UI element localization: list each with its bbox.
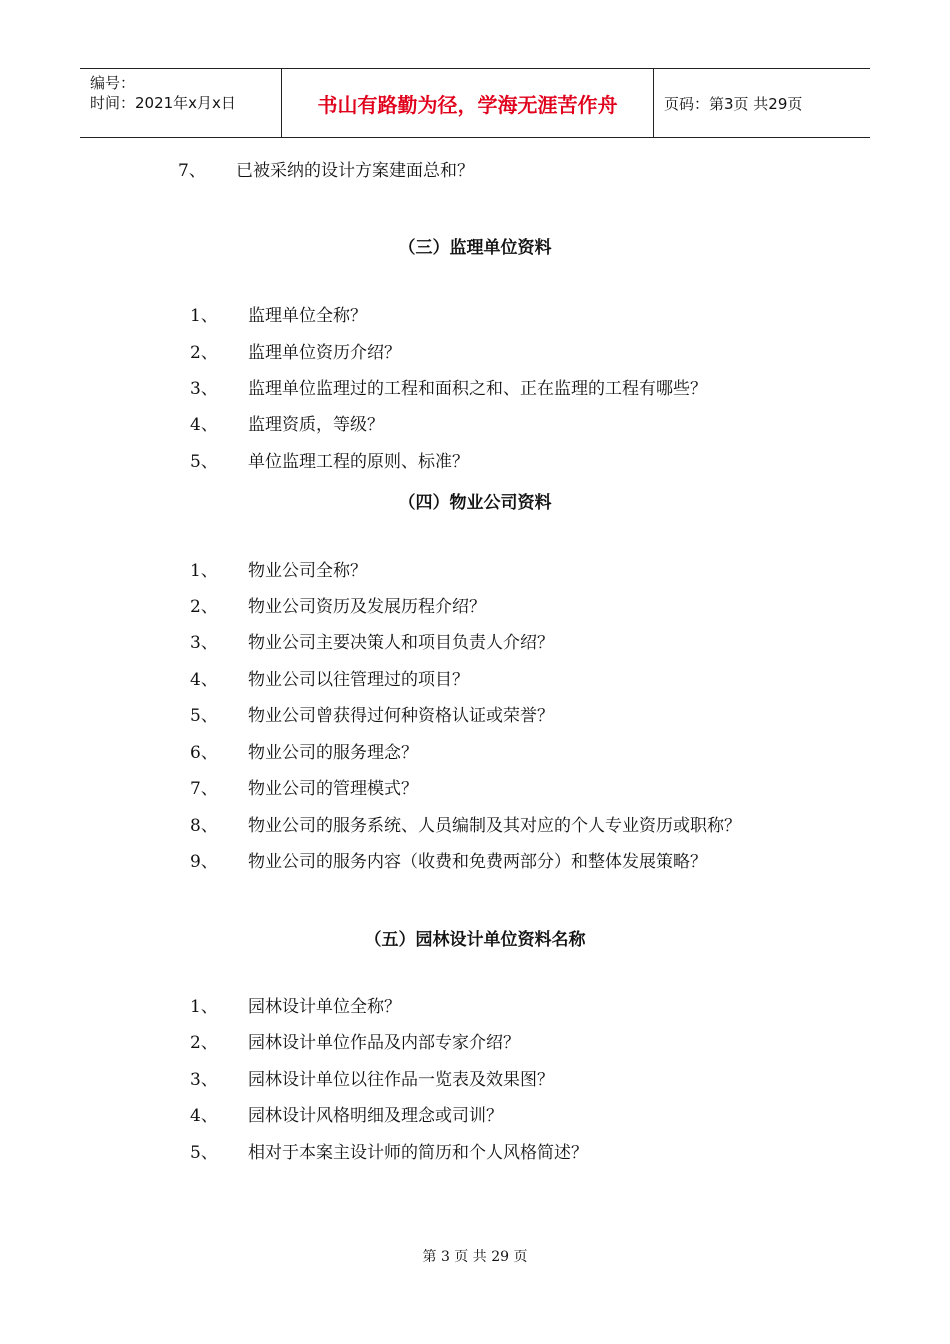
item-number: 9、 bbox=[190, 852, 218, 872]
item-text: 物业公司以往管理过的项目？ bbox=[248, 670, 469, 690]
date-label: 时间：2021年x月x日 bbox=[90, 94, 236, 112]
item-text: 监理单位资历介绍？ bbox=[248, 343, 401, 363]
header-meta bbox=[80, 69, 282, 137]
item-number: 3、 bbox=[190, 633, 218, 653]
item-text: 园林设计单位以往作品一览表及效果图？ bbox=[248, 1070, 554, 1090]
item-number: 5、 bbox=[190, 452, 218, 472]
item-number: 7、 bbox=[190, 779, 218, 799]
item-number: 4、 bbox=[190, 670, 218, 690]
item-text: 园林设计单位作品及内部专家介绍？ bbox=[248, 1033, 520, 1053]
item-number: 8、 bbox=[190, 816, 218, 836]
item-text: 物业公司全称？ bbox=[248, 561, 367, 581]
item-text: 物业公司资历及发展历程介绍？ bbox=[248, 597, 486, 617]
item-number: 3、 bbox=[190, 1070, 218, 1090]
item-text: 园林设计单位全称？ bbox=[248, 997, 401, 1017]
item-text: 物业公司的服务系统、人员编制及其对应的个人专业资历或职称？ bbox=[248, 816, 741, 836]
item-text: 园林设计风格明细及理念或司训？ bbox=[248, 1106, 503, 1126]
item-number: 4、 bbox=[190, 1106, 218, 1126]
item-number: 1、 bbox=[190, 561, 218, 581]
item-text: 单位监理工程的原则、标准？ bbox=[248, 452, 469, 472]
header-page-info: 页码：第3页 共29页 bbox=[664, 94, 803, 113]
item-number: 7、 bbox=[178, 161, 206, 181]
item-text: 监理单位全称？ bbox=[248, 306, 367, 326]
code-label: 编号： bbox=[90, 74, 136, 92]
item-text: 物业公司主要决策人和项目负责人介绍？ bbox=[248, 633, 554, 653]
item-text: 已被采纳的设计方案建面总和？ bbox=[236, 161, 474, 181]
item-text: 物业公司的服务理念？ bbox=[248, 743, 418, 763]
page-footer: 第 3 页 共 29 页 bbox=[422, 1249, 528, 1265]
item-number: 3、 bbox=[190, 379, 218, 399]
item-text: 物业公司的管理模式？ bbox=[248, 779, 418, 799]
section-title: （四）物业公司资料 bbox=[398, 493, 552, 513]
item-number: 5、 bbox=[190, 706, 218, 726]
section-title: （五）园林设计单位资料名称 bbox=[364, 930, 586, 950]
item-number: 1、 bbox=[190, 306, 218, 326]
section-title: （三）监理单位资料 bbox=[398, 238, 552, 258]
item-number: 1、 bbox=[190, 997, 218, 1017]
page-header bbox=[80, 68, 870, 138]
item-number: 2、 bbox=[190, 1033, 218, 1053]
item-number: 2、 bbox=[190, 343, 218, 363]
item-number: 5、 bbox=[190, 1143, 218, 1163]
item-text: 监理单位监理过的工程和面积之和、正在监理的工程有哪些？ bbox=[248, 379, 707, 399]
item-text: 监理资质，等级？ bbox=[248, 415, 384, 435]
item-text: 相对于本案主设计师的简历和个人风格简述？ bbox=[248, 1143, 588, 1163]
header-motto: 书山有路勤为径，学海无涯苦作舟 bbox=[282, 69, 654, 137]
item-number: 4、 bbox=[190, 415, 218, 435]
item-text: 物业公司曾获得过何种资格认证或荣誉？ bbox=[248, 706, 554, 726]
item-number: 2、 bbox=[190, 597, 218, 617]
item-text: 物业公司的服务内容（收费和免费两部分）和整体发展策略？ bbox=[248, 852, 707, 872]
item-number: 6、 bbox=[190, 743, 218, 763]
